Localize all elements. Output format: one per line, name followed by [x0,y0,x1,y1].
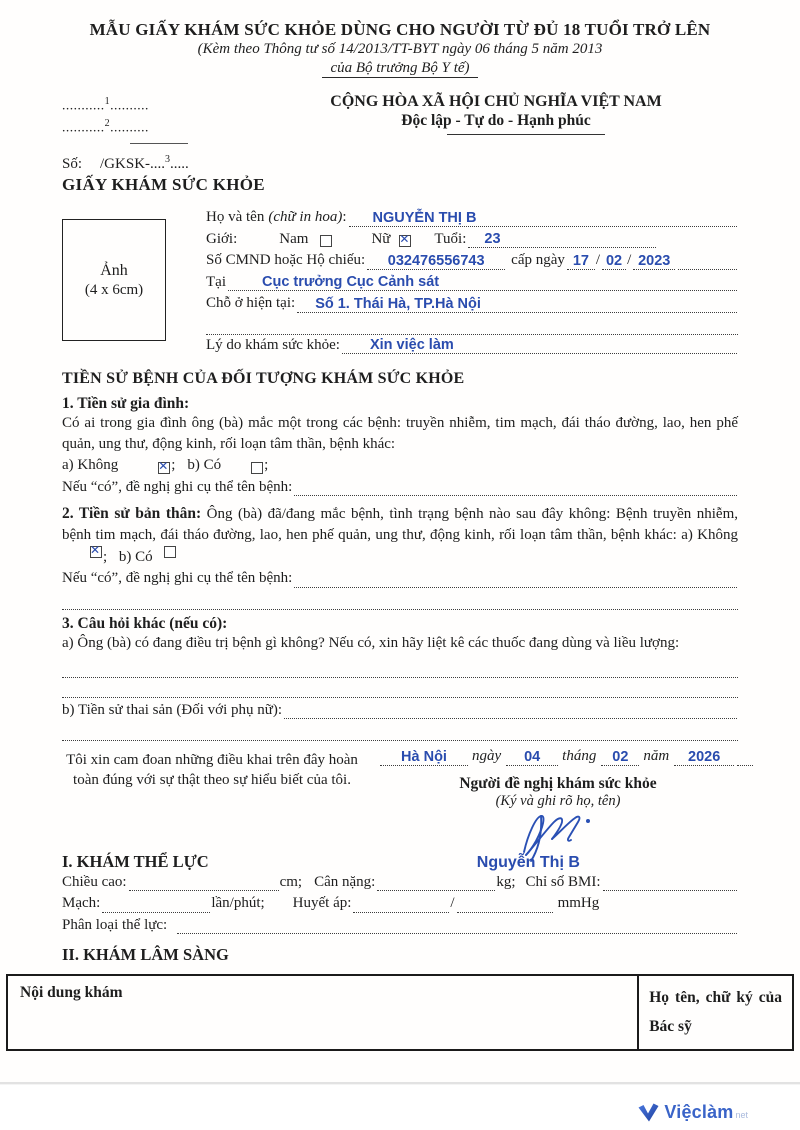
issued-month: 02 [605,252,623,269]
answer-line-1 [62,658,738,678]
footnote-1: 1 [104,96,111,107]
footnote-2: 2 [104,117,111,129]
field-height-weight-bmi [62,872,738,894]
weight-unit: kg; [496,873,516,890]
height-line [129,873,279,891]
checkbox-personal-no[interactable] [90,543,102,558]
family-note-line [294,478,737,496]
form-title: GIẤY KHÁM SỨC KHỎE [62,175,265,194]
republic-title: CỘNG HÒA XÃ HỘI CHỦ NGHĨA VIỆT NAM [330,93,662,110]
address-continuation-line [206,315,738,335]
personal-no-label: a) Không [681,527,738,543]
issued-day: 17 [572,252,589,269]
fitness-class-label: Phân loại thể lực: [62,916,168,933]
personal-history-title: 2. Tiền sử bản thân: [62,505,202,522]
day-value: 04 [524,748,541,765]
issued-year: 2023 [638,252,671,269]
obstetric-extra-line [62,721,738,741]
family-no-label: a) Không [62,457,119,473]
field-pulse-bp [62,893,738,915]
obstetric-history-field [62,700,738,722]
bp-label: Huyết áp: [292,895,352,911]
personal-history-paragraph: 2. Tiền sử bản thân: Ông (bà) đã/đang mắc bệnh, tình trạng bệnh nào sau đây không: Bệnh truyền nhiễm, bệnh tim mạch, đái tháo đường, lao, hen phế quản, ung thư, động kinh, rối loạn tâm thần, bệnh khác: a) Không ✕ ; b) Có [62,505,739,565]
physical-exam-heading-row [62,852,738,872]
field-exam-reason [206,335,738,357]
signer-name: Nguyễn Thị B [476,853,580,871]
table-header-row [7,975,793,1050]
id-label: Số CMND hoặc Hộ chiếu: [206,252,366,268]
field-issued-place [206,272,738,294]
vieclam-logo[interactable] [638,1102,748,1123]
reference-block [62,93,254,144]
exam-reason-label: Lý do khám sức khỏe: [206,336,340,353]
place-value: Hà Nội [401,748,447,765]
age-value: 23 [484,231,501,247]
family-history-answers: a) Không ✕ ; b) Có ; [62,455,738,477]
issued-place-value: Cục trưởng Cục Cảnh sát [262,274,440,290]
other-questions-title: 3. Câu hỏi khác (nếu có): [62,614,228,632]
field-fitness-class [62,915,738,937]
document-subtitle-line1: (Kèm theo Thông tư số 14/2013/TT-BYT ngày 06 tháng 5 năm 2013 [197,41,603,57]
family-history-title: 1. Tiền sử gia đình: [62,395,190,412]
number-tail: ..... [170,156,189,172]
document-subtitle-line2: của Bộ trưởng Bộ Y tế) [322,60,477,78]
day-line [506,748,558,766]
republic-motto: Độc lập - Tự do - Hạnh phúc [401,112,591,129]
table-header-exam-content: Nội dung khám [7,975,638,1050]
footer-divider [0,1082,800,1084]
obstetric-history-label: b) Tiền sử thai sản (Đối với phụ nữ): [62,701,283,718]
family-history-note [62,477,738,499]
field-gender-age [206,229,738,251]
pulse-line [102,895,210,913]
month-value: 02 [612,748,629,765]
field-address [206,293,738,315]
reference-line-1: ...........$^1$.......... [62,96,149,113]
height-label: Chiều cao: [62,873,127,890]
word-month: tháng [562,748,597,764]
checkbox-female[interactable] [399,232,411,247]
physical-exam-heading: I. KHÁM THỂ LỰC [62,851,209,871]
clinical-exam-heading: II. KHÁM LÂM SÀNG [62,945,229,964]
issued-year-line [633,252,675,270]
declaration-right [362,746,738,850]
issued-place-label: Tại [206,273,226,290]
age-line [468,230,656,248]
national-header [254,93,738,144]
other-questions-a: a) Ông (bà) có đang điều trị bệnh gì không? Nếu có, xin hãy liệt kê các thuốc đang dùng và liều lượng: [62,634,680,651]
bmi-label: Chỉ số BMI: [525,873,601,890]
signer-note: (Ký và ghi rõ họ, tên) [495,792,621,809]
document-number-line [62,154,738,173]
full-name-line [349,209,738,227]
personal-history-body: Ông (bà) đã/đang mắc bệnh, tình trạng bệnh nào sau đây không: Bệnh truyền nhiễm, bệnh tim mạch, đái tháo đường, lao, hen phế quản, ung thư, động kinh, rối loạn tâm thần, bệnh khác: [62,506,739,543]
footnote-3: 3 [165,154,171,165]
family-yes-label: b) Có [187,457,222,473]
personal-history-note [62,568,738,590]
pulse-unit: lần/phút; [211,895,265,911]
field-full-name: Họ và tên (chữ in hoa) : NGUYỄN THỊ B [206,207,738,229]
address-label: Chỗ ở hiện tại: [206,295,296,311]
reference-divider [130,143,188,144]
motto-underline [447,134,605,135]
declaration-section [62,746,738,850]
checkbox-family-no[interactable] [158,458,170,474]
issued-label: cấp ngày [511,252,565,268]
family-note-label: Nếu “có”, đề nghị ghi cụ thể tên bệnh: [62,478,293,495]
exam-reason-value: Xin việc làm [369,337,454,353]
word-year: năm [643,748,670,764]
pulse-label: Mạch: [62,895,101,911]
year-value: 2026 [688,748,721,765]
reference-line-2: ...........$^2$.......... [62,117,149,134]
clinical-exam-table [6,974,794,1051]
issued-day-line [567,252,595,270]
family-no-mark: ✕ [158,458,169,473]
fitness-class-line [177,916,737,934]
issued-trailing-dots [678,252,737,270]
number-label: Số: [62,156,83,172]
height-unit: cm; [279,873,303,890]
weight-label: Cân nặng: [314,873,376,890]
gender-label: Giới: [206,230,238,247]
bmi-line [603,873,737,891]
medical-history-heading: TIỀN SỬ BỆNH CỦA ĐỐI TƯỢNG KHÁM SỨC KHỎE [62,370,465,387]
month-line [601,748,639,766]
obstetric-history-line [284,701,737,719]
pledge-text: Tôi xin cam đoan những điều khai trên đây hoàn toàn đúng với sự thật theo sự hiểu biết của tôi. [66,752,358,788]
personal-history-extra-line [62,590,738,610]
female-label: Nữ [371,230,391,247]
id-value: 032476556743 [387,252,485,269]
date-trailing-dots [737,748,753,766]
full-name-value: NGUYỄN THỊ B [372,209,477,226]
brand-tld: net [735,1110,748,1120]
personal-note-label: Nếu “có”, đề nghị ghi cụ thể tên bệnh: [62,570,293,586]
document-subtitle-line2-wrap [62,59,738,78]
bp-unit: mmHg [557,895,600,911]
personal-no-mark: ✕ [90,543,101,557]
checkbox-male[interactable] [320,235,332,247]
bp-systolic-line [353,895,449,913]
signer-title: Người đề nghị khám sức khỏe [459,774,657,792]
word-day: ngày [472,748,502,764]
identity-section [62,207,738,356]
id-line [367,252,505,270]
full-name-hint: (chữ in hoa) [268,209,343,225]
document-title: MẪU GIẤY KHÁM SỨC KHỎE DÙNG CHO NGƯỜI TỪ ĐỦ 18 TUỔI TRỞ LÊN [89,20,711,39]
exam-reason-line [342,336,737,354]
full-name-label: Họ và tên [206,209,265,225]
signer-name-slot [209,854,738,872]
bp-diastolic-line [457,895,553,913]
page-footer [0,1082,800,1130]
female-check-mark: ✕ [399,232,410,246]
photo-box [62,219,166,341]
number-series: /GKSK-.... [100,156,166,172]
personal-yes-label: b) Có [118,549,153,565]
weight-line [377,873,495,891]
address-line [297,295,737,313]
photo-size-label: (4 x 6cm) [84,281,144,298]
male-label: Nam [279,230,309,247]
date-line [378,746,738,768]
checkbox-family-yes[interactable] [251,462,263,474]
place-line [380,748,468,766]
identity-fields [206,207,738,356]
vieclam-check-icon [638,1103,659,1122]
issued-month-line [602,252,626,270]
family-history-body: Có ai trong gia đình ông (bà) mắc một trong các bệnh: truyền nhiễm, tim mạch, đái tháo đường, lao, hen phế quản, ung thư, động kinh, rối loạn tâm thần, bệnh khác: [62,415,738,452]
table-header-doctor-signature: Họ tên, chữ ký của Bác sỹ [638,975,793,1050]
address-value: Số 1. Thái Hà, TP.Hà Nội [315,295,481,312]
bp-slash: / [450,895,455,911]
answer-line-2 [62,678,738,698]
photo-label: Ảnh [100,261,128,279]
personal-note-line [294,570,737,588]
header-row [62,93,738,144]
checkbox-personal-yes[interactable] [164,546,176,558]
age-label: Tuổi: [434,230,467,247]
year-line [674,748,734,766]
issued-place-line [228,273,737,291]
date-slash-1: / [595,252,601,268]
date-slash-2: / [627,252,632,268]
brand-name: Việclàm [664,1102,734,1122]
field-id-number [206,250,738,272]
